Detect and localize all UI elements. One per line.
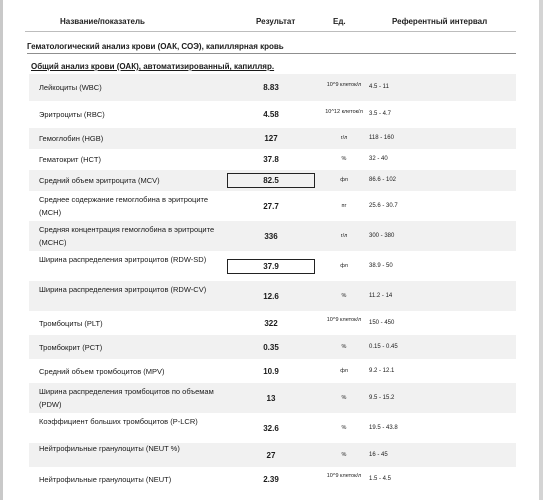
test-name: Ширина распределения эритроцитов (RDW-SD) (39, 255, 207, 264)
unit: % (341, 293, 347, 299)
unit: 10^9 клеток/л (326, 317, 362, 323)
table-row (29, 191, 516, 221)
table-row (29, 311, 516, 335)
unit: фл (340, 368, 348, 374)
result-value: 336 (264, 232, 278, 241)
reference-interval: 3.5 - 4.7 (369, 111, 392, 117)
result-value: 13 (266, 394, 276, 403)
unit: % (341, 156, 347, 162)
unit: фл (340, 177, 348, 183)
result-value: 37.8 (263, 155, 279, 164)
unit: г/л (340, 233, 348, 239)
result-value: 10.9 (263, 367, 279, 376)
unit: % (341, 395, 347, 401)
result-value: 2.39 (263, 475, 279, 484)
test-name: Нейтрофильные гранулоциты (NEUT) (39, 475, 172, 484)
subsection-title: Общий анализ крови (ОАК), автоматизированный, капилляр. (31, 62, 275, 71)
table-row (29, 443, 516, 467)
unit: % (341, 452, 347, 458)
reference-interval: 32 - 40 (369, 156, 388, 162)
test-name: Гематокрит (HCT) (39, 155, 101, 164)
table-row (29, 170, 516, 191)
test-name: Тромбоциты (PLT) (39, 319, 103, 328)
result-value: 27.7 (263, 202, 279, 211)
table-row (29, 101, 516, 128)
result-value: 32.6 (263, 424, 279, 433)
table-row (29, 251, 516, 281)
table-row (29, 74, 516, 101)
reference-interval: 16 - 45 (369, 452, 388, 458)
result-value: 27 (266, 451, 276, 460)
reference-interval: 19.5 - 43.8 (369, 425, 398, 431)
table-row (29, 413, 516, 443)
result-value: 322 (264, 319, 278, 328)
result-value: 12.6 (263, 292, 279, 301)
reference-interval: 1.5 - 4.5 (369, 476, 392, 482)
table-row (29, 467, 516, 491)
test-name: Ширина распределения тромбоцитов по объемам (PDW) (39, 387, 214, 409)
reference-interval: 38.9 - 50 (369, 263, 393, 269)
result-value: 0.35 (263, 343, 279, 352)
test-name: Эритроциты (RBC) (39, 110, 105, 119)
table-row (29, 335, 516, 359)
reference-interval: 9.2 - 12.1 (369, 368, 395, 374)
reference-interval: 4.5 - 11 (369, 84, 389, 90)
unit: % (341, 344, 347, 350)
reference-interval: 118 - 160 (369, 135, 394, 141)
flagged-result-value: 82.5 (227, 173, 315, 188)
unit: 10^12 клеток/л (325, 109, 363, 115)
test-name: Средний объем эритроцита (MCV) (39, 176, 160, 185)
test-name: Средняя концентрация гемоглобина в эритроците (MCHC) (39, 225, 215, 247)
column-header-result: Результат (256, 17, 296, 26)
results-table (29, 74, 516, 491)
unit: фл (340, 263, 348, 269)
section-title: Гематологический анализ крови (ОАК, СОЭ), капиллярная кровь (27, 42, 284, 51)
result-value: 127 (264, 134, 278, 143)
unit: % (341, 425, 347, 431)
test-name: Средний объем тромбоцитов (MPV) (39, 367, 165, 376)
test-name: Ширина распределения эритроцитов (RDW-CV) (39, 285, 207, 294)
table-row (29, 221, 516, 251)
page-right-edge (539, 0, 543, 500)
reference-interval: 9.5 - 15.2 (369, 395, 395, 401)
test-name: Лейкоциты (WBC) (39, 83, 102, 92)
unit: г/л (340, 135, 348, 141)
test-name: Среднее содержание гемоглобина в эритроците (MCH) (39, 195, 209, 217)
table-row (29, 281, 516, 311)
header-divider (25, 31, 516, 32)
result-value: 8.83 (263, 83, 279, 92)
test-name: Тромбокрит (PCT) (39, 343, 103, 352)
table-row (29, 128, 516, 149)
reference-interval: 300 - 380 (369, 233, 395, 239)
reference-interval: 150 - 450 (369, 320, 395, 326)
table-row (29, 359, 516, 383)
flagged-result-value: 37.9 (227, 259, 315, 274)
test-name: Нейтрофильные гранулоциты (NEUT %) (39, 444, 180, 453)
column-header-unit: Ед. (333, 17, 346, 26)
reference-interval: 25.6 - 30.7 (369, 203, 398, 209)
reference-interval: 86.6 - 102 (369, 177, 397, 183)
result-value: 4.58 (263, 110, 279, 119)
unit: пг (341, 203, 347, 209)
column-header-name: Название/показатель (60, 17, 145, 26)
lab-report-sheet (3, 0, 539, 500)
unit: 10^9 клеток/л (326, 473, 362, 479)
table-row (29, 149, 516, 170)
reference-interval: 11.2 - 14 (369, 293, 393, 299)
reference-interval: 0.15 - 0.45 (369, 344, 398, 350)
column-header-reference: Референтный интервал (392, 17, 488, 26)
test-name: Гемоглобин (HGB) (39, 134, 104, 143)
table-row (29, 383, 516, 413)
section-divider (27, 53, 516, 54)
unit: 10^9 клеток/л (326, 82, 362, 88)
test-name: Коэффициент больших тромбоцитов (P-LCR) (39, 417, 198, 426)
